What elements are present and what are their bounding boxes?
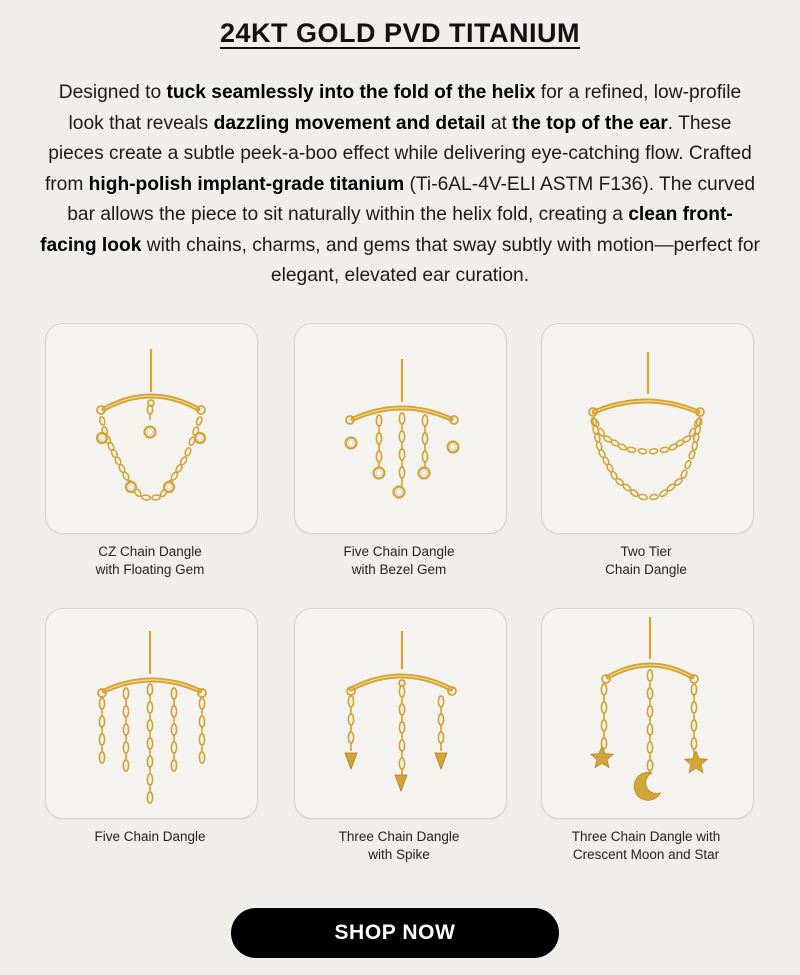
chain-link	[399, 704, 404, 715]
description-text: Designed to	[58, 82, 167, 103]
product-card-three-chain-moon-star[interactable]	[541, 608, 754, 819]
chain-link	[399, 467, 404, 478]
chain-link	[399, 758, 404, 769]
chain-link	[691, 738, 696, 749]
description-text: with chains, charms, and gems that sway subtly with motion—perfect for elegant, elevated ear curation.	[141, 234, 760, 286]
chain-link	[171, 742, 176, 753]
chain-link	[684, 460, 692, 470]
spike-charm	[435, 753, 447, 769]
product-card-five-chain-bezel[interactable]	[294, 323, 507, 534]
product-label[interactable]: Three Chain Dangle with Crescent Moon and Star	[571, 829, 721, 862]
product-label[interactable]: CZ Chain Dangle with Floating Gem	[95, 544, 205, 577]
chain-link	[688, 450, 696, 460]
chain-link	[638, 448, 647, 454]
chain-link	[647, 670, 652, 681]
star-charm	[591, 746, 614, 768]
chain-link	[601, 720, 606, 731]
jewelry-drawing	[591, 617, 708, 800]
description-text: . These pieces create a subtle peek-a-boo effect while delivering eye-catching flow. Crafted from	[44, 112, 752, 195]
chain-link	[184, 447, 191, 457]
spike-charm	[345, 753, 357, 769]
chain-link	[601, 702, 606, 713]
chain-link	[196, 416, 203, 426]
chain-link	[142, 495, 151, 501]
product-description	[40, 78, 760, 292]
chain-link	[422, 415, 427, 426]
moon-charm	[634, 772, 661, 800]
chain-link	[170, 471, 178, 481]
chain-link	[376, 451, 381, 462]
chain-link	[647, 724, 652, 735]
chain-link	[601, 684, 606, 695]
section-heading: 24KT GOLD PVD TITANIUM	[219, 18, 580, 48]
chain-link	[348, 732, 353, 743]
product-card-five-chain[interactable]	[45, 608, 258, 819]
chain-link	[147, 702, 152, 713]
chain-link	[348, 696, 353, 707]
star-charm	[685, 751, 708, 773]
chain-link	[627, 447, 636, 453]
chain-link	[617, 443, 627, 451]
chain-link	[123, 742, 128, 753]
chain-link	[99, 752, 104, 763]
chain-link	[123, 706, 128, 717]
chain-link	[376, 433, 381, 444]
description-highlight: dazzling movement and detail	[213, 112, 486, 134]
chain-link	[348, 714, 353, 725]
chain-link	[171, 760, 176, 771]
jewelry-drawing	[589, 352, 704, 500]
chain-link	[647, 742, 652, 753]
chain-link	[422, 433, 427, 444]
chain-link	[123, 724, 128, 735]
chain-link	[399, 413, 404, 424]
chain-link	[99, 698, 104, 709]
chain-link	[691, 702, 696, 713]
chain-link	[147, 738, 152, 749]
two-tier-image	[542, 324, 753, 533]
chain-link	[171, 724, 176, 735]
five-chain-bezel-image	[295, 324, 506, 533]
chain-link	[199, 752, 204, 763]
chain-link	[99, 716, 104, 727]
chain-link	[399, 740, 404, 751]
jewelry-drawing	[98, 631, 206, 803]
chain-link	[147, 720, 152, 731]
chain-link	[99, 734, 104, 745]
chain-link	[199, 698, 204, 709]
jewelry-drawing	[345, 631, 456, 791]
chain-link	[647, 760, 652, 771]
chain-link	[438, 714, 443, 725]
description-highlight: high-polish implant-grade titanium	[88, 173, 405, 195]
chain-link	[647, 706, 652, 717]
description-text: at	[485, 112, 513, 134]
chain-link	[199, 734, 204, 745]
shop-now-button[interactable]: SHOP NOW	[231, 908, 559, 958]
chain-link	[691, 720, 696, 731]
description-highlight: tuck seamlessly into the fold of the helix	[166, 82, 536, 103]
description-text: for a refined, low-profile look that reveals	[68, 82, 742, 134]
chain-link	[680, 469, 688, 479]
chain-link	[649, 448, 658, 454]
jewelry-drawing	[97, 349, 205, 500]
chain-link	[438, 732, 443, 743]
jump-ring	[399, 680, 405, 686]
product-label[interactable]: Three Chain Dangle with Spike	[338, 829, 460, 862]
jewelry-drawing	[346, 359, 459, 498]
cz-chain-dangle-image	[46, 324, 257, 533]
five-chain-image	[46, 609, 257, 818]
chain-link	[147, 792, 152, 803]
chain-link	[649, 494, 658, 500]
chain-link	[376, 415, 381, 426]
product-card-two-tier[interactable]	[541, 323, 754, 534]
chain-link	[630, 489, 640, 498]
chain-link	[399, 449, 404, 460]
chain-link	[123, 760, 128, 771]
chain-link	[147, 774, 152, 785]
chain-link	[122, 471, 130, 481]
chain-link	[399, 722, 404, 733]
product-label[interactable]: Five Chain Dangle with Bezel Gem	[343, 544, 455, 577]
chain-link	[152, 495, 161, 501]
description-highlight: clean front-facing look	[40, 204, 733, 256]
product-label[interactable]: Two Tier Chain Dangle	[605, 544, 687, 577]
description-highlight: the top of the ear	[512, 112, 668, 134]
chain-link	[199, 716, 204, 727]
chain-link	[399, 431, 404, 442]
three-chain-spike-image	[295, 609, 506, 818]
chain-link	[99, 416, 106, 425]
chain-link	[691, 684, 696, 695]
chain-link	[422, 451, 427, 462]
chain-link	[399, 686, 404, 697]
spike-charm	[395, 775, 407, 791]
chain-link	[171, 706, 176, 717]
chain-link	[147, 756, 152, 767]
chain-link	[147, 684, 152, 695]
chain-link	[438, 696, 443, 707]
chain-link	[123, 688, 128, 699]
chain-link	[171, 688, 176, 699]
description-text: (Ti-6AL-4V-ELI ASTM F136). The curved bar allows the piece to sit naturally within the helix fold, creating a	[67, 173, 756, 225]
chain-link	[674, 477, 684, 486]
chain-link	[660, 447, 669, 453]
three-chain-moon-star-image	[542, 609, 753, 818]
chain-link	[638, 494, 647, 500]
product-card-three-chain-spike[interactable]	[294, 608, 507, 819]
product-label[interactable]: Five Chain Dangle	[94, 829, 206, 844]
chain-link	[647, 688, 652, 699]
product-card-cz-chain-dangle[interactable]	[45, 323, 258, 534]
